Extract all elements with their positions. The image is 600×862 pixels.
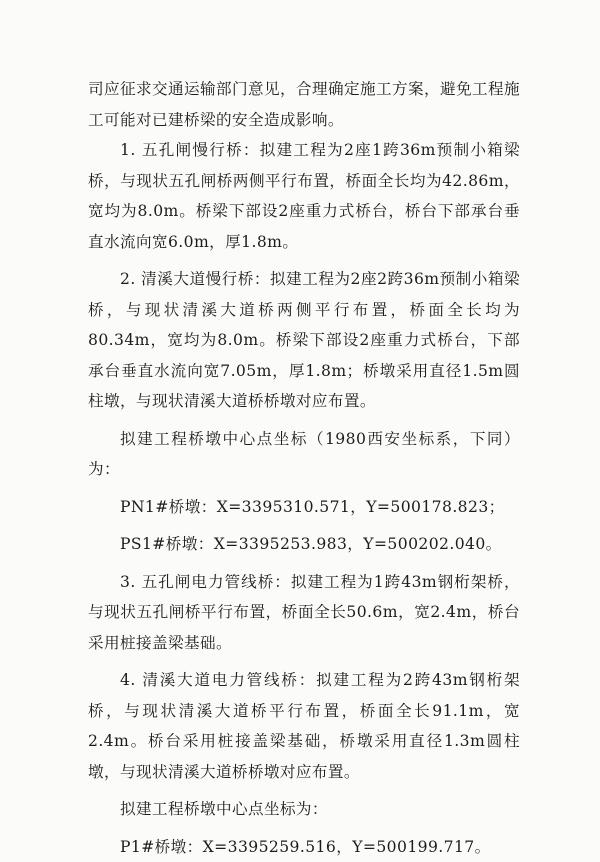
paragraph-item-2: 2. 清溪大道慢行桥：拟建工程为2座2跨36m预制小箱梁桥，与现状清溪大道桥两侧平行布置，桥面全长均为80.34m，宽均为8.0m。桥梁下部设2座重力式桥台，下部承台垂直水流向宽7.05m，厚1.8m；桥墩采用直径1.5m圆柱墩，与现状清溪大道桥桥墩对应布置。 — [88, 264, 520, 417]
coordinate-pn1: PN1#桥墩：X=3395310.571，Y=500178.823； — [88, 492, 520, 523]
coordinate-ps1: PS1#桥墩：X=3395253.983，Y=500202.040。 — [88, 529, 520, 560]
coordinates-intro: 拟建工程桥墩中心点坐标（1980西安坐标系，下同）为： — [88, 424, 520, 485]
paragraph-item-1: 1. 五孔闸慢行桥：拟建工程为2座1跨36m预制小箱梁桥，与现状五孔闸桥两侧平行布置，桥面全长均为42.86m，宽均为8.0m。桥梁下部设2座重力式桥台，桥台下部承台垂直水流向宽6.0m，厚1.8m。 — [88, 135, 520, 257]
coordinates-intro-2: 拟建工程桥墩中心点坐标为： — [88, 794, 520, 825]
coordinate-p1: P1#桥墩：X=3395259.516，Y=500199.717。 — [88, 832, 520, 862]
paragraph-item-3: 3. 五孔闸电力管线桥：拟建工程为1跨43m钢桁架桥，与现状五孔闸桥平行布置，桥面全长50.6m，宽2.4m，桥台采用桩接盖梁基础。 — [88, 567, 520, 659]
paragraph-continuation: 司应征求交通运输部门意见，合理确定施工方案，避免工程施工可能对已建桥梁的安全造成影响。 — [88, 74, 520, 135]
paragraph-item-4: 4. 清溪大道电力管线桥：拟建工程为2跨43m钢桁架桥，与现状清溪大道桥平行布置，桥面全长91.1m，宽2.4m。桥台采用桩接盖梁基础，桥墩采用直径1.3m圆柱墩，与现状清溪大道桥桥墩对应布置。 — [88, 665, 520, 787]
